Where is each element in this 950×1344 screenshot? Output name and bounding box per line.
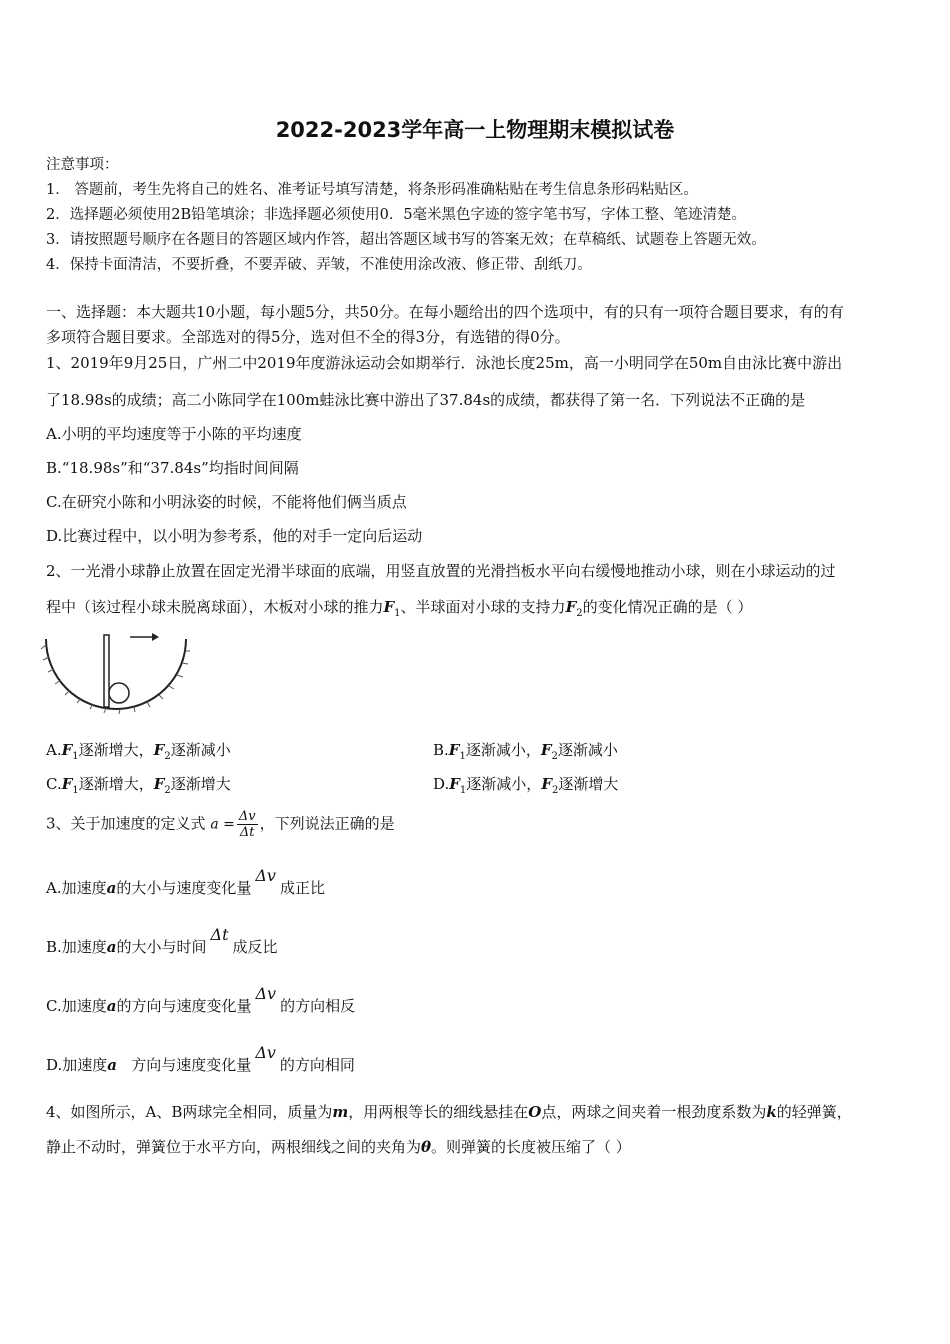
q1-stem-line-2: 了18.98s的成绩；高二小陈同学在100m蛙泳比赛中游出了37.84s的成绩，都获得了第一名．下列说法不正确的是 xyxy=(46,391,806,409)
q2-option-c-text-1: 逐渐增大， xyxy=(78,775,154,793)
q3-formula-numerator: Δv xyxy=(238,809,256,824)
q2-force-f1: F xyxy=(383,598,395,616)
q4-spring-k: k xyxy=(766,1103,777,1121)
q2-option-b-text-2: 逐渐减小 xyxy=(557,741,618,759)
q4-text-5: 静止不动时，弹簧位于水平方向，两根细线之间的夹角为 xyxy=(46,1138,422,1156)
q2-option-b-f2: F xyxy=(540,741,552,759)
q1-option-b: B.“18.98s”和“37.84s”均指时间间隔 xyxy=(46,459,299,477)
q2-stem-text-a: 程中（该过程小球未脱离球面），木板对小球的推力 xyxy=(46,598,384,616)
q2-option-d-text-1: 逐渐减小， xyxy=(466,775,542,793)
q3-option-d xyxy=(46,1043,355,1075)
q2-option-d-f2: F xyxy=(541,775,552,793)
q2-option-a-text-1: 逐渐增大， xyxy=(78,741,154,759)
q2-option-d-f1: F xyxy=(449,775,460,793)
q3-option-a xyxy=(46,866,325,898)
q4-text-6: 。则弹簧的长度被压缩了（ ） xyxy=(431,1138,631,1156)
q3-option-d-text-3: 的方向相同 xyxy=(279,1056,355,1074)
q3-option-d-text-1: D.加速度 xyxy=(46,1056,108,1074)
q3-stem xyxy=(46,809,395,840)
q2-option-a xyxy=(46,739,231,762)
q2-force-f2-sub: 2 xyxy=(576,608,583,619)
q2-option-a-f2: F xyxy=(153,741,165,759)
q2-option-b-f1: F xyxy=(448,741,460,759)
q3-option-b-text-2: 的大小与时间 xyxy=(116,938,207,956)
q3-option-c-var: a xyxy=(106,997,117,1015)
q2-option-d-label: D. xyxy=(433,775,450,793)
q2-option-d xyxy=(433,773,618,796)
q4-point-o: O xyxy=(528,1103,542,1121)
q1-option-c: C.在研究小陈和小明泳姿的时候，不能将他们俩当质点 xyxy=(46,493,407,511)
q4-text-1: 4、如图所示，A、B两球完全相同，质量为 xyxy=(46,1103,333,1121)
q2-stem-text-b: 、半球面对小球的支持力 xyxy=(400,598,566,616)
q2-option-d-text-2: 逐渐增大 xyxy=(558,775,619,793)
q1-option-a: A.小明的平均速度等于小陈的平均速度 xyxy=(46,425,302,443)
q3-option-a-symbol: Δv xyxy=(255,866,276,885)
baffle-board xyxy=(104,635,109,707)
q3-option-c-text-3: 的方向相反 xyxy=(280,997,356,1015)
q3-option-b-text-3: 成反比 xyxy=(232,938,278,956)
q3-option-c-text-2: 的方向与速度变化量 xyxy=(116,997,252,1015)
q1-stem-line-1: 1、2019年9月25日，广州二中2019年度游泳运动会如期举行．泳池长度25m，高一小明同学在50m自由泳比赛中游出 xyxy=(46,354,843,372)
q2-stem-line-2 xyxy=(46,596,752,619)
q2-stem-text-c: 的变化情况正确的是（ ） xyxy=(582,598,753,616)
q3-option-b-symbol: Δt xyxy=(210,925,229,944)
q4-text-2: ，用两根等长的细线悬挂在 xyxy=(348,1103,529,1121)
q2-option-c xyxy=(46,773,231,796)
q2-option-b-f2-sub: 2 xyxy=(551,751,558,762)
q4-angle-theta: θ xyxy=(421,1138,432,1156)
q3-option-b-var: a xyxy=(106,938,117,956)
q2-option-c-label: C. xyxy=(46,775,62,793)
q3-option-d-var: a xyxy=(107,1056,117,1074)
q3-stem-text-a: 3、关于加速度的定义式 xyxy=(46,814,206,833)
section-intro-line-1: 一、选择题：本大题共10小题，每小题5分，共50分。在每小题给出的四个选项中，有的只有一项符合题目要求，有的有 xyxy=(46,303,844,321)
q2-option-d-f1-sub: 1 xyxy=(459,785,467,796)
q2-option-b-f1-sub: 1 xyxy=(459,751,466,762)
q2-force-f2: F xyxy=(565,598,577,616)
q2-option-b xyxy=(433,739,618,762)
notice-item-1: 1． 答题前，考生先将自己的姓名、准考证号填写清楚，将条形码准确粘贴在考生信息条形码粘贴区。 xyxy=(46,182,698,198)
q3-option-b xyxy=(46,925,278,957)
q2-option-a-f1-sub: 1 xyxy=(72,751,79,762)
notice-heading: 注意事项： xyxy=(46,157,119,173)
q2-option-c-f1-sub: 1 xyxy=(72,785,79,796)
push-arrow-head xyxy=(152,633,159,641)
q4-stem-line-1 xyxy=(46,1101,852,1122)
q3-option-c-text-1: C.加速度 xyxy=(46,997,107,1015)
notice-item-2: 2．选择题必须使用2B铅笔填涂；非选择题必须使用0．5毫米黑色字迹的签字笔书写，字体工整、笔迹清楚。 xyxy=(46,207,747,223)
q3-option-d-text-2: 方向与速度变化量 xyxy=(117,1056,252,1074)
section-intro-line-2: 多项符合题目要求。全部选对的得5分，选对但不全的得3分，有选错的得0分。 xyxy=(46,328,570,346)
q2-option-b-text-1: 逐渐减小， xyxy=(465,741,541,759)
small-ball xyxy=(109,683,129,703)
q2-option-c-text-2: 逐渐增大 xyxy=(170,775,231,793)
q2-option-a-f1: F xyxy=(61,741,73,759)
q4-mass: m xyxy=(332,1103,349,1121)
q3-option-a-text-2: 的大小与速度变化量 xyxy=(116,879,252,897)
q3-stem-text-b: ，下列说法正确的是 xyxy=(259,814,395,833)
q2-force-f1-sub: 1 xyxy=(394,608,401,619)
q2-option-b-label: B. xyxy=(433,741,449,759)
q4-text-4: 的轻弹簧， xyxy=(776,1103,852,1121)
q4-text-3: 点，两球之间夹着一根劲度系数为 xyxy=(541,1103,767,1121)
page-title: 2022-2023学年高一上物理期末模拟试卷 xyxy=(275,118,675,142)
q1-option-d: D.比赛过程中，以小明为参考系，他的对手一定向后运动 xyxy=(46,527,423,545)
q2-stem-line-1: 2、一光滑小球静止放置在固定光滑半球面的底端，用竖直放置的光滑挡板水平向右缓慢地推动小球，则在小球运动的过 xyxy=(46,562,836,580)
q2-option-d-f2-sub: 2 xyxy=(551,785,559,796)
q3-option-a-text-1: A.加速度 xyxy=(46,879,107,897)
q3-formula-denominator: Δt xyxy=(239,825,255,840)
q3-formula-lhs: a = xyxy=(210,816,235,833)
q2-option-c-f1: F xyxy=(61,775,73,793)
q3-option-c xyxy=(46,984,356,1016)
q3-option-b-text-1: B.加速度 xyxy=(46,938,107,956)
q3-option-a-var: a xyxy=(106,879,117,897)
notice-item-3: 3．请按照题号顺序在各题目的答题区域内作答，超出答题区域书写的答案无效；在草稿纸、试题卷上答题无效。 xyxy=(46,232,766,248)
q2-option-a-text-2: 逐渐减小 xyxy=(170,741,231,759)
q2-option-a-f2-sub: 2 xyxy=(164,751,171,762)
hemisphere-diagram xyxy=(40,625,190,720)
q3-option-c-symbol: Δv xyxy=(255,984,277,1003)
q3-option-d-symbol: Δv xyxy=(255,1043,276,1062)
q3-formula-fraction xyxy=(237,809,258,840)
q2-option-a-label: A. xyxy=(46,741,62,759)
q3-option-a-text-3: 成正比 xyxy=(279,879,325,897)
q4-stem-line-2 xyxy=(46,1136,631,1157)
hatching xyxy=(41,645,190,714)
notice-item-4: 4．保持卡面清洁，不要折叠，不要弄破、弄皱，不准使用涂改液、修正带、刮纸刀。 xyxy=(46,257,592,273)
q2-option-c-f2-sub: 2 xyxy=(164,785,171,796)
q2-option-c-f2: F xyxy=(153,775,165,793)
